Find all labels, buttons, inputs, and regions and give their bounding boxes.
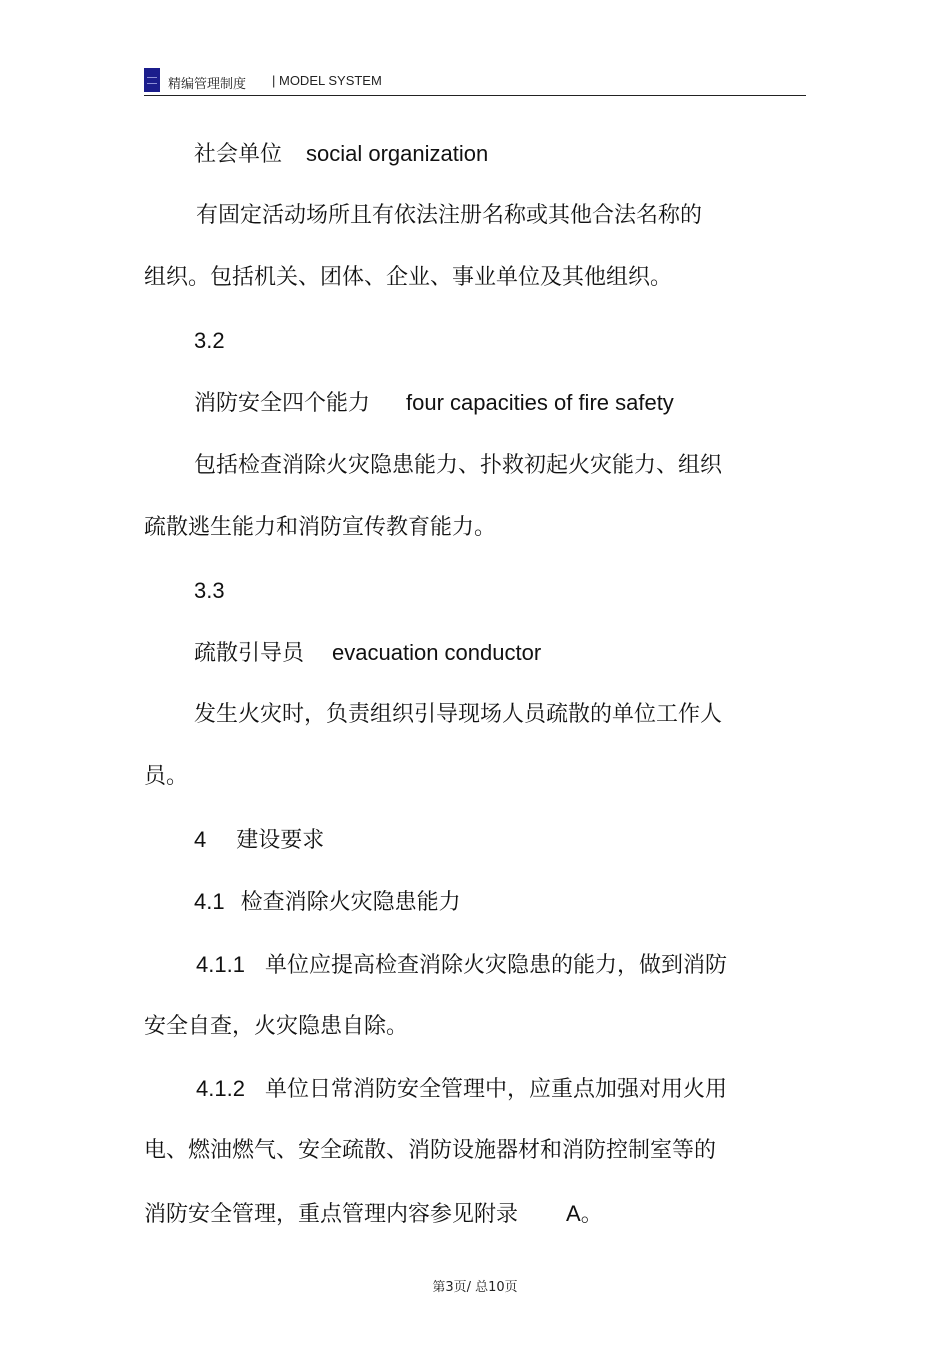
section-4-1-2-number: 4.1.2: [196, 1076, 245, 1101]
appendix-reference: A: [566, 1201, 581, 1226]
section-4-1-1-number: 4.1.1: [196, 952, 245, 977]
section-3-3: 3.3: [194, 578, 225, 603]
term-social-cn: 社会单位: [194, 142, 283, 167]
section-4-heading: [194, 827, 324, 854]
section-4-1-1-line-2: 安全自查，火灾隐患自除。: [144, 1014, 409, 1039]
term-capacities-en: four capacities of fire safety: [406, 390, 674, 415]
section-4-1-2-end: 。: [580, 1202, 603, 1227]
section-4-1-number: 4.1: [194, 889, 225, 914]
section-4-1-title: 检查消除火灾隐患能力: [240, 890, 461, 915]
logo-icon: [144, 68, 160, 92]
term-social: [194, 141, 488, 168]
page-header: [144, 66, 806, 96]
section-4-1-1-text-1: 单位应提高检查消除火灾隐患的能力，做到消防: [264, 953, 727, 978]
def-capacities-line-2: 疏散逃生能力和消防宣传教育能力。: [144, 515, 497, 540]
def-capacities-line-1: 包括检查消除火灾隐患能力、扑救初起火灾能力、组织: [194, 453, 723, 478]
section-3-2: 3.2: [194, 328, 225, 353]
def-social-line-2: 组织。包括机关、团体、企业、事业单位及其他组织。: [144, 265, 673, 290]
section-4-1-2-text-3: 消防安全管理，重点管理内容参见附录: [144, 1202, 519, 1227]
header-title-cn: 精编管理制度: [168, 77, 247, 92]
term-conductor: [194, 640, 541, 667]
term-social-en: social organization: [306, 141, 489, 166]
section-4-1-1-line-1: [196, 952, 727, 979]
section-4-1-2-text-1: 单位日常消防安全管理中，应重点加强对用火用: [264, 1077, 727, 1102]
section-4-1-2-line-1: [196, 1076, 727, 1103]
page-number: 第3页/ 总10页: [432, 1280, 518, 1295]
term-conductor-cn: 疏散引导员: [194, 641, 305, 666]
section-4-1-2-line-3: [144, 1201, 603, 1228]
section-4-title: 建设要求: [236, 828, 325, 853]
def-conductor-line-2: 员。: [144, 764, 189, 789]
term-capacities: [194, 390, 674, 417]
term-capacities-cn: 消防安全四个能力: [194, 391, 371, 416]
section-4-1-heading: [194, 889, 461, 916]
section-4-1-2-line-2: 电、燃油燃气、安全疏散、消防设施器材和消防控制室等的: [144, 1138, 717, 1163]
term-conductor-en: evacuation conductor: [332, 640, 542, 665]
def-conductor-line-1: 发生火灾时，负责组织引导现场人员疏散的单位工作人: [194, 702, 723, 727]
section-4-number: 4: [194, 827, 207, 852]
def-social-line-1: 有固定活动场所且有依法注册名称或其他合法名称的: [196, 203, 703, 228]
header-title-en: | MODEL SYSTEM: [272, 73, 382, 88]
